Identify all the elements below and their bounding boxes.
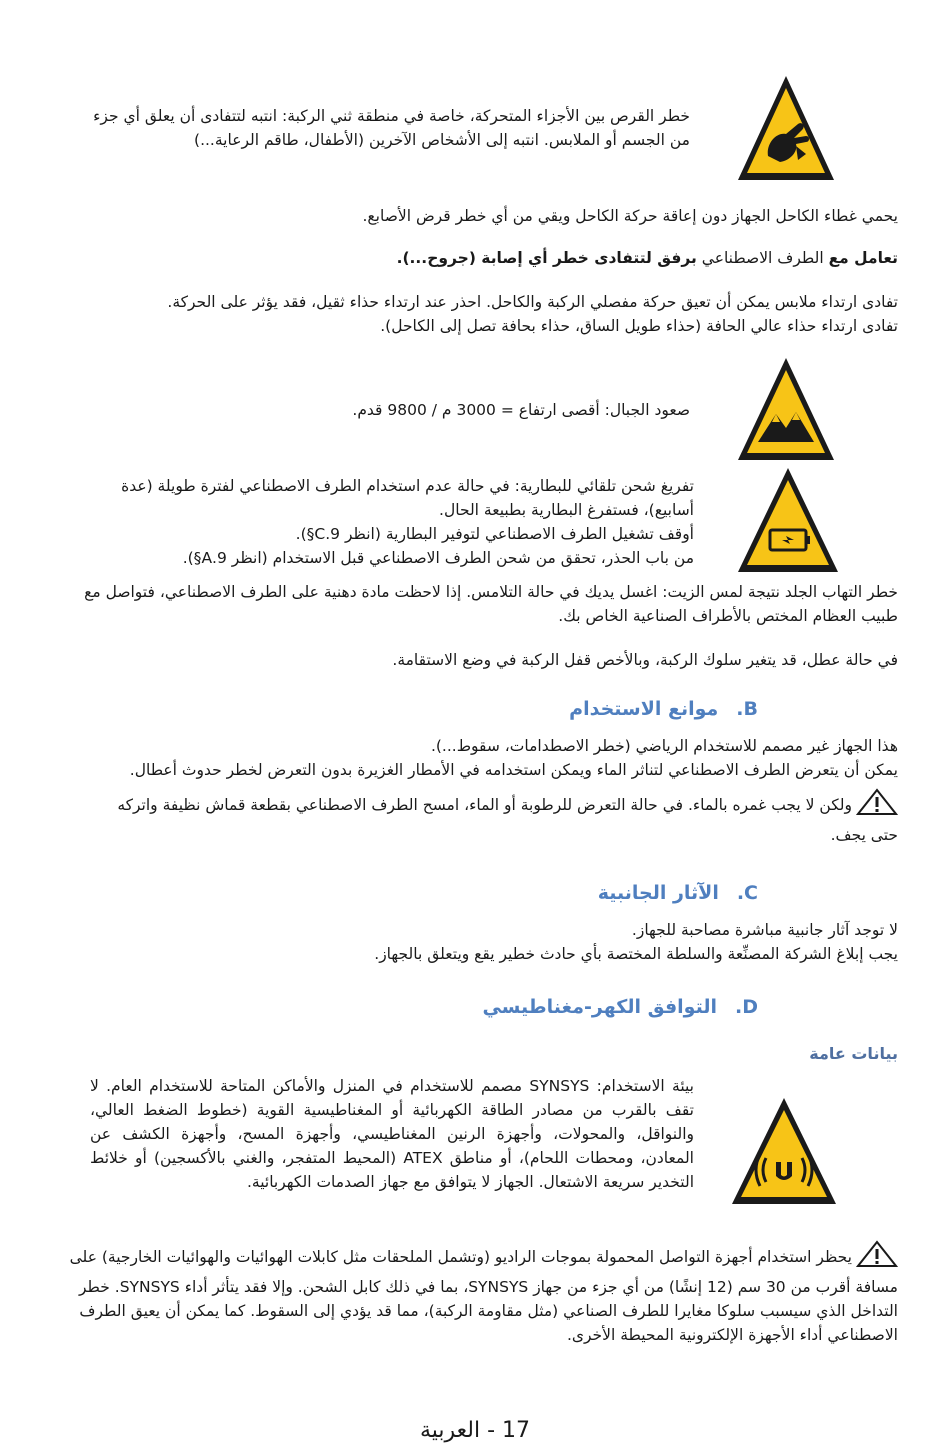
section-b-letter: B. (736, 698, 758, 720)
general-data-subheading: بيانات عامة (809, 1044, 898, 1063)
mountain-warning-icon (736, 356, 836, 464)
battery-line-1: تفريغ شحن تلقائي للبطارية: في حالة عدم استخدام الطرف الاصطناعي لفترة طويلة (عدة أسابيع)، فستفرغ البطارية بطبيعة الحال. (121, 477, 694, 519)
section-b-paragraph (60, 734, 898, 782)
caution-triangle-icon-2 (856, 1240, 898, 1275)
page-footer: 17 - العربية (419, 1418, 531, 1443)
section-c-paragraph (60, 918, 898, 966)
c-line-1: لا توجد آثار جانبية مباشرة مصاحبة للجهاز. (631, 921, 898, 939)
cover-protect-text: يحمي غطاء الكاحل الجهاز دون إعاقة حركة الكاحل ويقي من أي خطر قرض الأصابع. (362, 207, 898, 225)
environment-text: بيئة الاستخدام: SYNSYS مصمم للاستخدام في المنزل والأماكن المتاحة للاستخدام العام. لا تقف بالقرب من مصادر الطاقة الكهربائية أو المغناطيسية القوية (خطوط الضغط العالي، والنواقل، والمحولات، وأجهزة الرنين المغناطيسي، وأجهزة المسح، وأجهزة الكشف عن المعادن، ومحطات اللحام)، أو مناطق ATEX (المحيط المتفجر، والغني بالأكسجين) أو خلائط التخدير سريعة الاشتعال. الجهاز لا يتوافق مع جهاز الصدمات الكهربائية. (90, 1077, 694, 1191)
section-b-title: موانع الاستخدام (569, 698, 719, 720)
failure-text: في حالة عطل، قد يتغير سلوك الركبة، وبالأخص قفل الركبة في وضع الاستقامة. (392, 651, 898, 669)
section-b-heading (300, 696, 758, 722)
magnetic-field-warning-icon (730, 1096, 838, 1208)
caution-triangle-icon (856, 788, 898, 823)
radio-warning-text: يحظر استخدام أجهزة التواصل المحمولة بموجات الراديو (وتشمل الملحقات مثل كابلات الهوائيات والهوائيات الخارجية) على مسافة أقرب من 30 سم (12 إنشًا) من أي جزء من جهاز SYNSYS، بما في ذلك كابل الشحن. وإلا فقد يتأثر أداء SYNSYS. خطر التداخل الذي سيسبب سلوكا مغايرا للطرف الصناعي (مثل مقاومة الركبة)، مما قد يؤدي إلى السقوط. كما يمكن أن يعيق الطرف الاصطناعي أداء الأجهزة الإلكترونية المحيطة الأخرى. (69, 1248, 898, 1344)
battery-paragraph (80, 474, 694, 570)
clothing-paragraph (60, 290, 898, 338)
clothing-line-2: تفادى ارتداء حذاء عالي الحافة (حذاء طويل الساق، حذاء بحافة تصل إلى الكاحل). (380, 317, 898, 335)
section-d-title: التوافق الكهر-مغناطيسي (482, 996, 717, 1018)
skin-warning-text: خطر التهاب الجلد نتيجة لمس الزيت: اغسل يديك في حالة التلامس. إذا لاحظت مادة دهنية على الطرف الاصطناعي، فتواصل مع طبيب العظام المختص بالأطراف الصناعية الخاص بك. (84, 583, 898, 625)
b-line-2: يمكن أن يتعرض الطرف الاصطناعي لتناثر الماء ويمكن استخدامه في الأمطار الغزيرة بدون التعرض لخطر حدوث أعطال. (129, 761, 898, 779)
handle-care-bold-b: برفق لتتفادى خطر أي إصابة (جروح...). (396, 249, 697, 267)
c-line-2: يجب إبلاغ الشركة المصنِّعة والسلطة المختصة بأي حادث خطير يقع ويتعلق بالجهاز. (374, 945, 898, 963)
section-d-letter: D. (735, 996, 758, 1018)
b-line-1: هذا الجهاز غير مصمم للاستخدام الرياضي (خطر الاصطدامات، سقوط...). (430, 737, 898, 755)
section-c-heading (300, 880, 758, 906)
water-warning-text: ولكن لا يجب غمره بالماء. في حالة التعرض للرطوبة أو الماء، امسح الطرف الاصطناعي بقطعة قماش نظيفة واتركه حتى يجف. (117, 796, 898, 844)
section-d-heading (300, 994, 758, 1020)
section-c-letter: C. (736, 882, 758, 904)
clothing-line-1: تفادى ارتداء ملابس يمكن أن تعيق حركة مفصلي الركبة والكاحل. احذر عند ارتداء حذاء ثقيل، فقد يؤثر على الحركة. (167, 293, 898, 311)
radio-warning-paragraph (60, 1240, 898, 1347)
battery-line-3: من باب الحذر، تحقق من شحن الطرف الاصطناعي قبل الاستخدام (انظر 9.A§). (182, 549, 694, 567)
hand-pinch-warning-icon (736, 74, 836, 184)
pinch-warning-text: خطر القرص بين الأجزاء المتحركة، خاصة في منطقة ثني الركبة: انتبه لتتفادى أن يعلق أي جزء من الجسم أو الملابس. انتبه إلى الأشخاص الآخرين (الأطفال، طاقم الرعاية...) (93, 107, 690, 149)
handle-care-normal: الطرف الاصطناعي (696, 249, 829, 267)
handle-care-bold-a: تعامل مع (828, 249, 898, 267)
mountain-text: صعود الجبال: أقصى ارتفاع = 3000 م / 9800 قدم. (352, 401, 690, 419)
battery-line-2: أوقف تشغيل الطرف الاصطناعي لتوفير البطارية (انظر C.9§). (295, 525, 694, 543)
water-warning-paragraph (100, 788, 898, 847)
section-c-title: الآثار الجانبية (597, 882, 719, 904)
handle-care-text (60, 246, 898, 270)
battery-warning-icon (736, 466, 840, 576)
